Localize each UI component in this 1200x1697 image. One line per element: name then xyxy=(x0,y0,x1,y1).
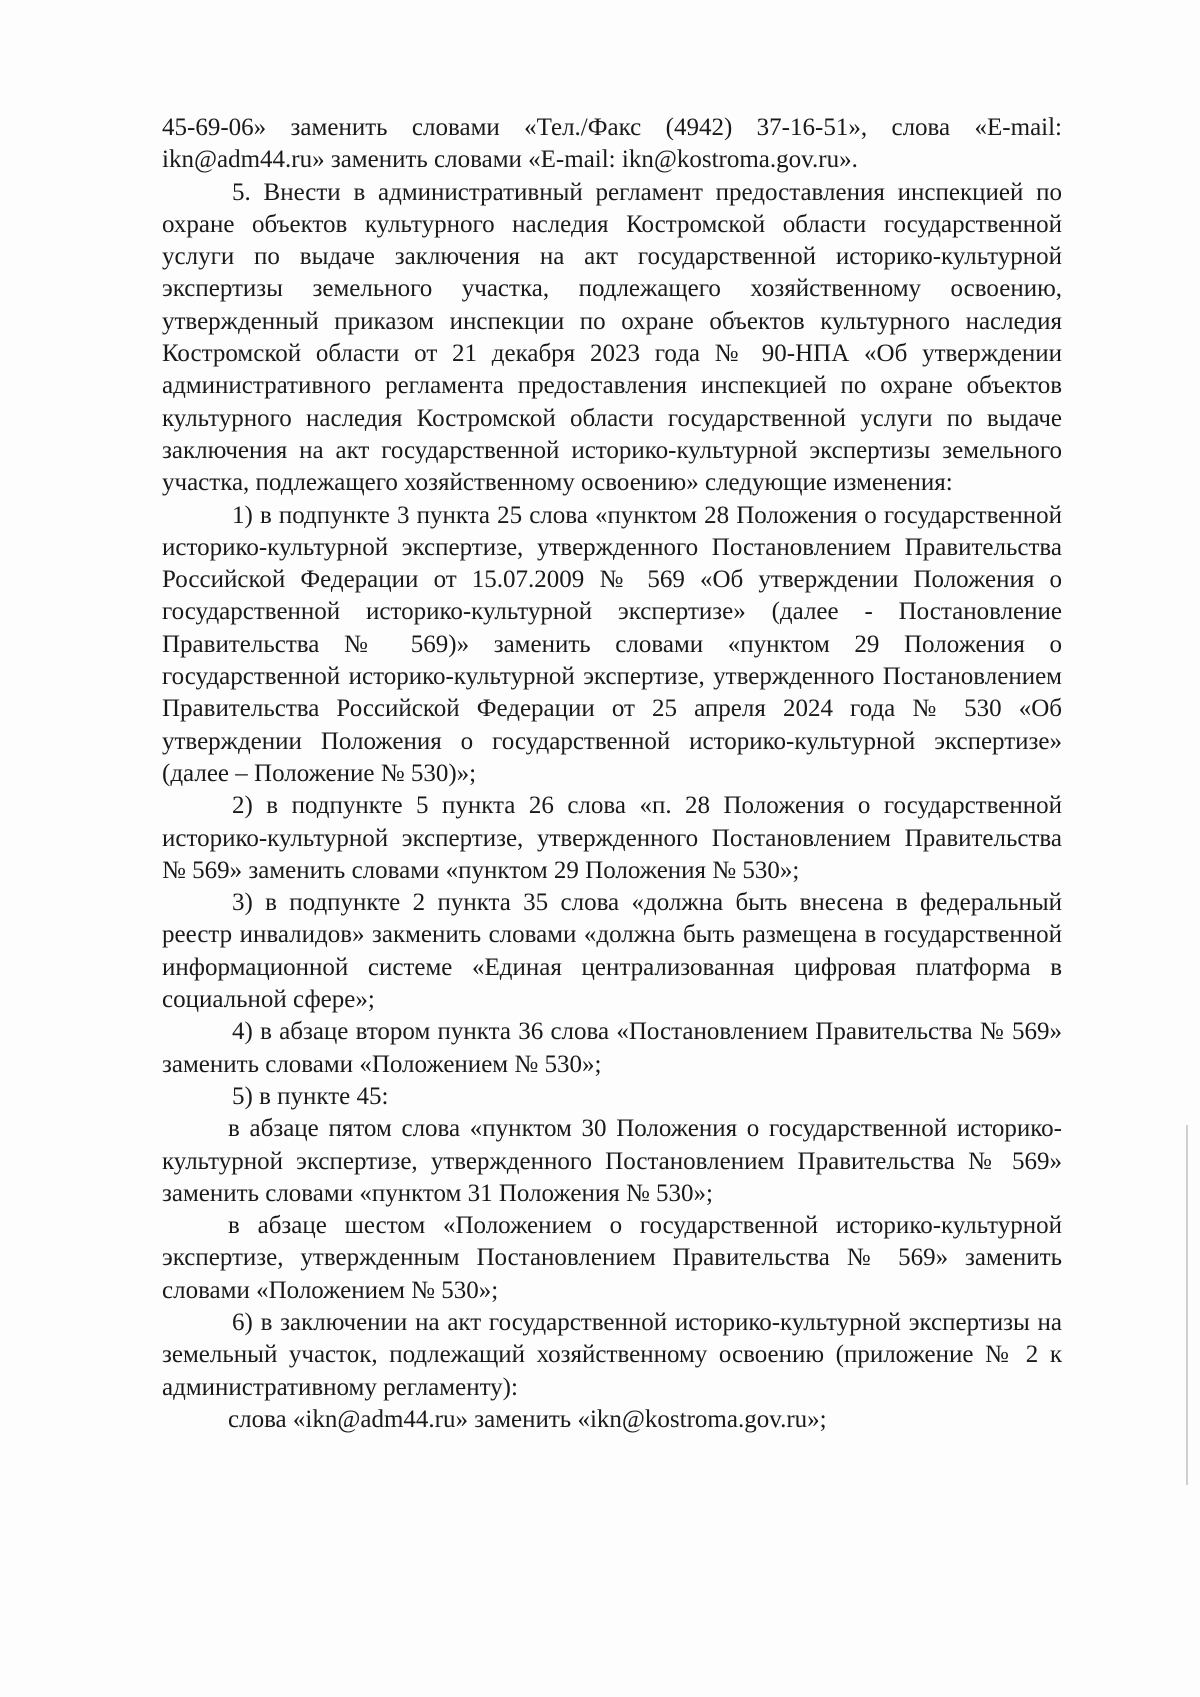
paragraph-email-replacement: слова «ikn@adm44.ru» заменить «ikn@kostroma.gov.ru»; xyxy=(228,1405,827,1433)
scan-edge-mark xyxy=(1186,1125,1188,1485)
paragraph-subitem-1: 1) в подпункте 3 пункта 25 слова «пунктом 28 Положения о государственной историко-культурной экспертизе, утвержденного Постановлением Правительства Российской Федерации от 15.07.2009 № 569 «Об утверждении Положения о государственной историко-культурной экспертизе» (далее - Постановление Правительства № 569)» заменить словами «пунктом 29 Положения о государственной историко-культурной экспертизе, утвержденного Постановлением Правительства Российской Федерации от 25 апреля 2024 года № 530 «Об утверждении Положения о государственной историко-культурной экспертизе» (далее – Положение № 530)»; xyxy=(162,501,1062,787)
paragraph-subitem-4: 4) в абзаце втором пункта 36 слова «Постановлением Правительства № 569» заменить словами «Положением № 530»; xyxy=(162,1018,1062,1078)
paragraph-subitem-5-abzac-6: в абзаце шестом «Положением о государственной историко-культурной экспертизе, утвержденным Постановлением Правительства № 569» заменить словами «Положением № 530»; xyxy=(162,1212,1062,1304)
paragraph-subitem-6: 6) в заключении на акт государственной историко-культурной экспертизы на земельный участок, подлежащий хозяйственному освоению (приложение № 2 к административному регламенту): xyxy=(162,1308,1062,1401)
paragraph-contacts-continuation: 45-69-06» заменить словами «Тел./Факс (4942) 37-16-51», слова «E-mail: ikn@adm44.ru» заменить словами «E-mail: ikn@kostroma.gov.ru». xyxy=(162,114,1062,174)
paragraph-item-5: 5. Внести в административный регламент предоставления инспекцией по охране объектов культурного наследия Костромской области государственной услуги по выдаче заключения на акт государственной историко-культурной экспертизы земельного участка, подлежащего хозяйственному освоению, утвержденный приказом инспекции по охране объектов культурного наследия Костромской области от 21 декабря 2023 года № 90-НПА «Об утверждении административного регламента предоставления инспекцией по охране объектов культурного наследия Костромской области государственной услуги по выдаче заключения на акт государственной историко-культурной экспертизы земельного участка, подлежащего хозяйственному освоению» следующие изменения: xyxy=(162,178,1062,497)
document-body xyxy=(162,112,1062,1436)
paragraph-subitem-2: 2) в подпункте 5 пункта 26 слова «п. 28 Положения о государственной историко-культурной экспертизе, утвержденного Постановлением Правительства № 569» заменить словами «пунктом 29 Положения № 530»; xyxy=(162,792,1062,884)
paragraph-subitem-3: 3) в подпункте 2 пункта 35 слова «должна быть внесена в федеральный реестр инвалидов» закменить словами «должна быть размещена в государственной информационной системе «Единая централизованная цифровая платформа в социальной сфере»; xyxy=(162,889,1062,1014)
paragraph-subitem-5: 5) в пункте 45: xyxy=(232,1082,389,1110)
paragraph-subitem-5-abzac-5: в абзаце пятом слова «пунктом 30 Положения о государственной историко-культурной экспертизе, утвержденного Постановлением Правительства № 569» заменить словами «пунктом 31 Положения № 530»; xyxy=(162,1115,1062,1207)
